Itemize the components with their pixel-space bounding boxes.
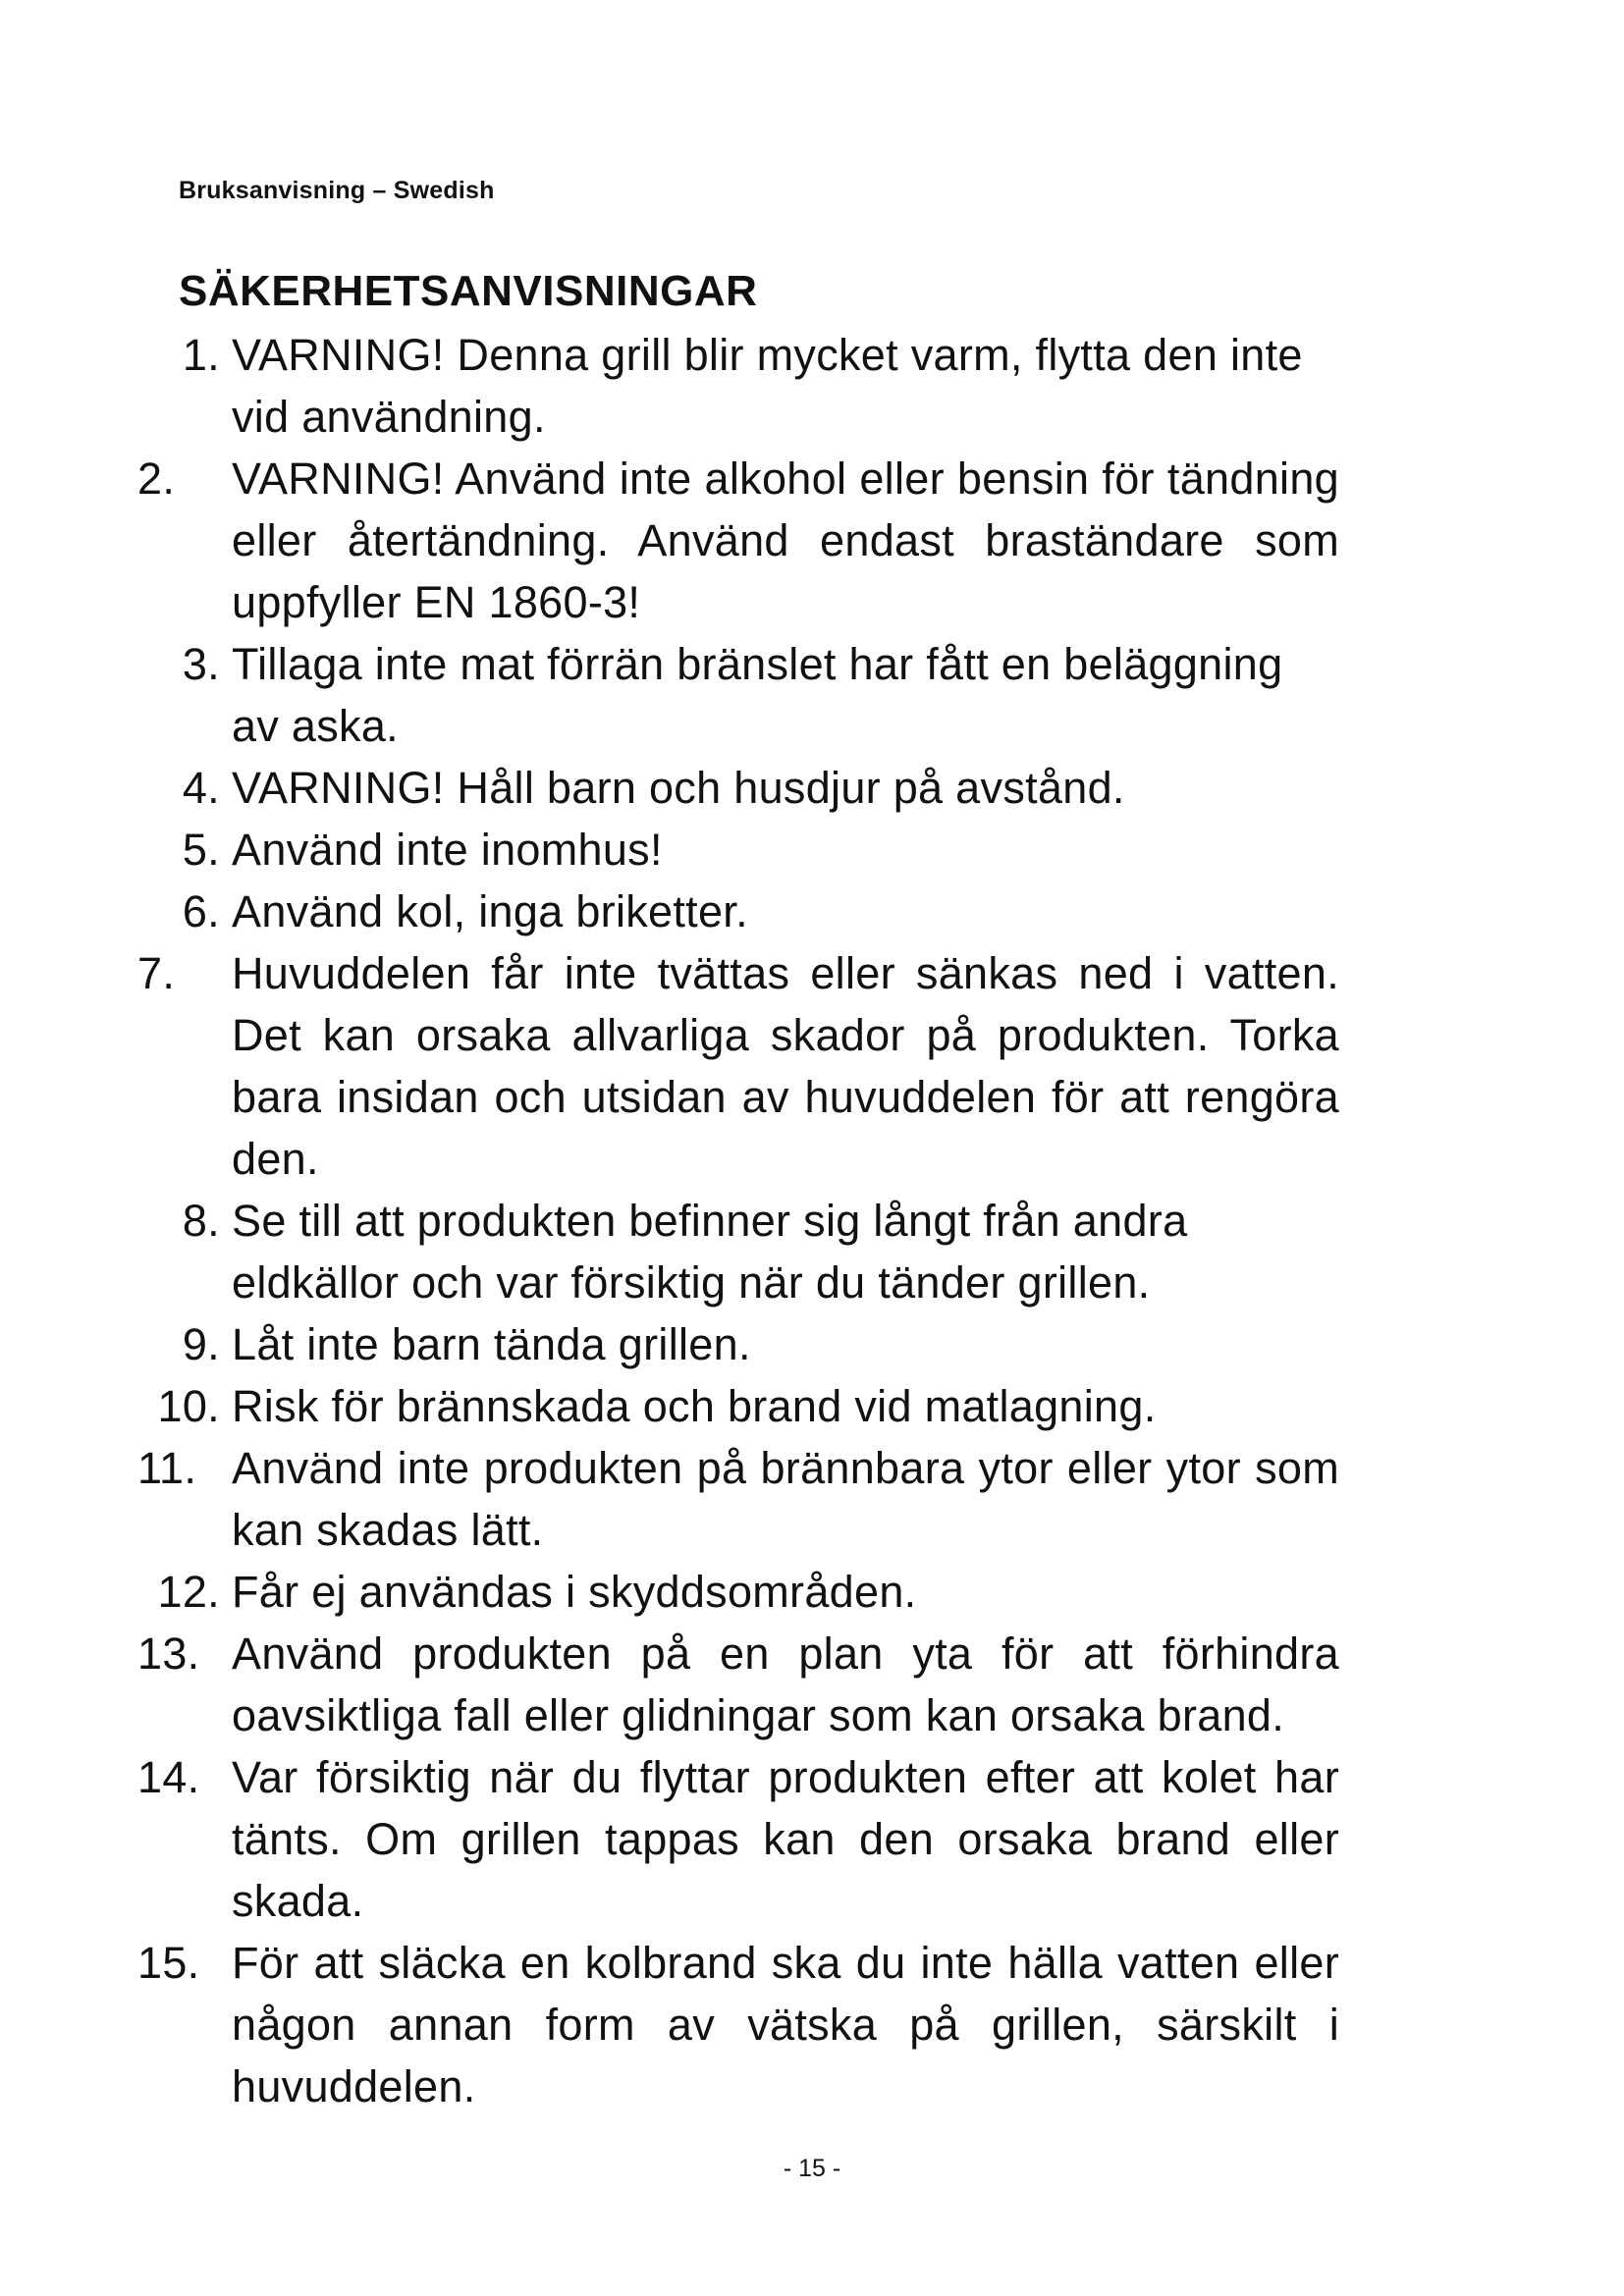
item-number: 12.: [157, 1567, 220, 1617]
item-number: 3.: [182, 639, 220, 689]
item-number: 10.: [157, 1381, 220, 1431]
list-item: [137, 1746, 1483, 1932]
item-text: För att släcka en kolbrand ska du inte hälla vatten eller någon annan form av vätska på grillen, särskilt i huvuddelen.: [232, 1938, 1339, 2111]
item-number: 7.: [137, 948, 176, 998]
item-text: VARNING! Använd inte alkohol eller bensin för tändning eller återtändning. Använd endast braständare som uppfyller EN 1860-3!: [232, 454, 1339, 627]
item-text: Var försiktig när du flyttar produkten efter att kolet har tänts. Om grillen tappas kan den orsaka brand eller skada.: [232, 1752, 1339, 1926]
page-header: Bruksanvisning – Swedish: [179, 177, 495, 204]
safety-instructions-list: [137, 324, 1483, 2117]
list-item: [137, 324, 1483, 448]
item-text: Låt inte barn tända grillen.: [232, 1319, 751, 1369]
item-text: Huvuddelen får inte tvättas eller sänkas ned i vatten. Det kan orsaka allvarliga skador på produkten. Torka bara insidan och utsidan av huvuddelen för att rengöra den.: [232, 948, 1339, 1184]
list-item: [137, 1190, 1483, 1313]
list-item: [137, 942, 1483, 1190]
list-item: [137, 1932, 1483, 2117]
list-item: [137, 1561, 1483, 1623]
page-number: - 15 -: [783, 2155, 841, 2182]
item-number: 14.: [137, 1752, 200, 1802]
item-number: 6.: [182, 886, 220, 936]
item-text: Se till att produkten befinner sig långt från andra eldkällor och var försiktig när du tänder grillen.: [232, 1196, 1188, 1308]
item-number: 1.: [182, 330, 220, 380]
item-number: 15.: [137, 1938, 200, 1988]
list-item: [137, 1313, 1483, 1375]
item-number: 8.: [182, 1196, 220, 1246]
item-text: Använd kol, inga briketter.: [232, 886, 748, 936]
item-number: 13.: [137, 1629, 200, 1679]
item-number: 9.: [182, 1319, 220, 1369]
list-item: [137, 1437, 1483, 1561]
list-item: [137, 881, 1483, 942]
list-item: [137, 633, 1483, 757]
item-number: 4.: [182, 763, 220, 813]
list-item: [137, 819, 1483, 881]
item-number: 11.: [137, 1443, 197, 1493]
list-item: [137, 1623, 1483, 1746]
item-text: Tillaga inte mat förrän bränslet har fått en beläggning av aska.: [232, 639, 1283, 751]
list-item: [137, 448, 1483, 633]
list-item: [137, 1375, 1483, 1437]
item-text: VARNING! Håll barn och husdjur på avstånd.: [232, 763, 1125, 813]
item-number: 5.: [182, 825, 220, 875]
item-text: Risk för brännskada och brand vid matlagning.: [232, 1381, 1157, 1431]
item-text: Använd produkten på en plan yta för att förhindra oavsiktliga fall eller glidningar som kan orsaka brand.: [232, 1629, 1339, 1740]
list-item: [137, 757, 1483, 819]
item-text: VARNING! Denna grill blir mycket varm, flytta den inte vid användning.: [232, 330, 1303, 442]
item-text: Får ej användas i skyddsområden.: [232, 1567, 917, 1617]
item-text: Använd inte produkten på brännbara ytor eller ytor som kan skadas lätt.: [232, 1443, 1339, 1555]
item-text: Använd inte inomhus!: [232, 825, 663, 875]
section-title: SÄKERHETSANVISNINGAR: [179, 267, 758, 315]
item-number: 2.: [137, 454, 176, 504]
